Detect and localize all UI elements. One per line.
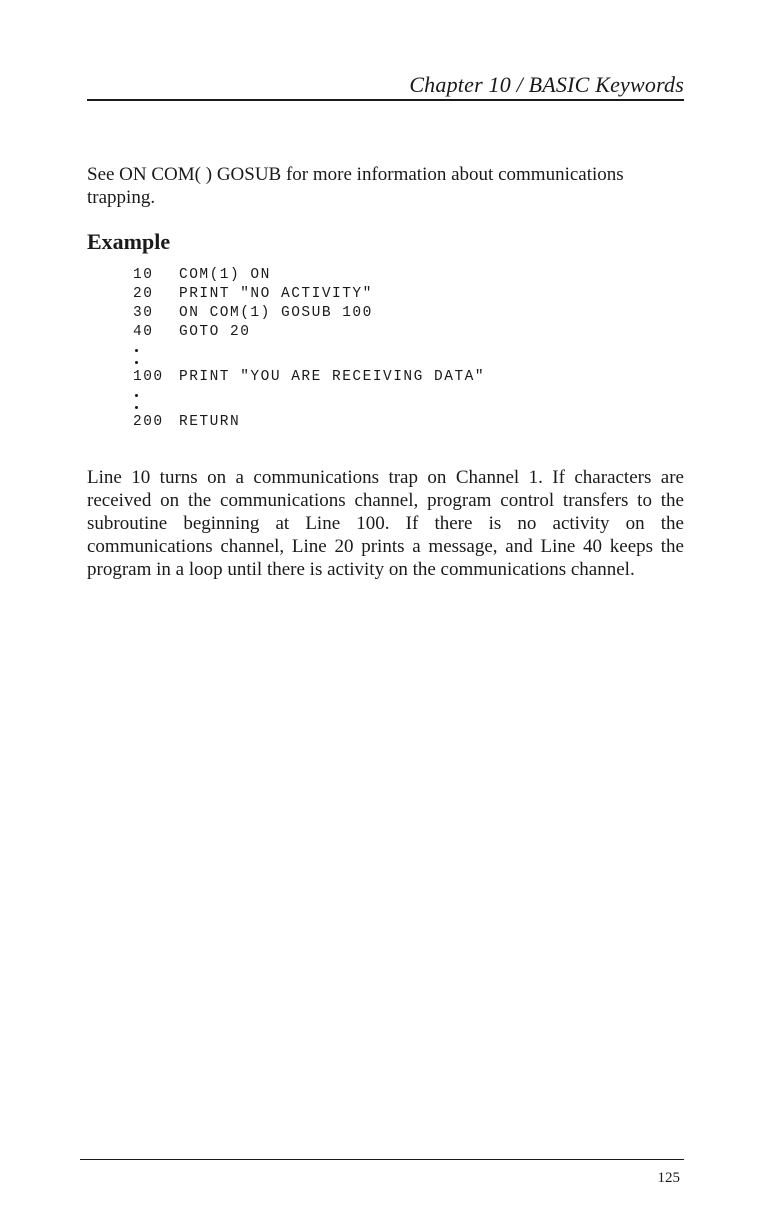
code-line bbox=[133, 285, 485, 304]
code-line bbox=[133, 413, 485, 432]
ellipsis-dot bbox=[133, 358, 485, 368]
line-number: 20 bbox=[133, 286, 154, 302]
header-rule bbox=[87, 99, 684, 101]
code-line bbox=[133, 266, 485, 285]
ellipsis-dot bbox=[133, 387, 485, 403]
footer-rule bbox=[80, 1159, 684, 1160]
line-number: 40 bbox=[133, 324, 154, 340]
ellipsis-dot bbox=[133, 403, 485, 413]
code-statement: COM(1) ON bbox=[179, 267, 271, 283]
code-statement: GOTO 20 bbox=[179, 324, 251, 340]
line-number: 200 bbox=[133, 414, 164, 430]
page-number: 125 bbox=[657, 1170, 680, 1186]
line-number: 100 bbox=[133, 369, 164, 385]
line-number: 10 bbox=[133, 267, 154, 283]
ellipsis-dot bbox=[133, 342, 485, 358]
code-statement: PRINT "NO ACTIVITY" bbox=[179, 286, 373, 302]
code-statement: PRINT "YOU ARE RECEIVING DATA" bbox=[179, 369, 486, 385]
explanation-paragraph: Line 10 turns on a communications trap on Channel 1. If characters are received on the communications channel, program control transfers to the subroutine beginning at Line 100. If there is no activity on the communications channel, Line 20 prints a message, and Line 40 keeps the program in a loop until there is activity on the communications channel. bbox=[87, 467, 684, 580]
code-listing bbox=[133, 266, 485, 432]
code-line bbox=[133, 304, 485, 323]
line-number: 30 bbox=[133, 305, 154, 321]
intro-paragraph: See ON COM( ) GOSUB for more information about communications trapping. bbox=[87, 164, 624, 208]
running-head: Chapter 10 / BASIC Keywords bbox=[409, 72, 684, 97]
code-line bbox=[133, 323, 485, 342]
code-statement: RETURN bbox=[179, 414, 241, 430]
code-line bbox=[133, 368, 485, 387]
code-statement: ON COM(1) GOSUB 100 bbox=[179, 305, 373, 321]
example-heading: Example bbox=[87, 229, 171, 254]
